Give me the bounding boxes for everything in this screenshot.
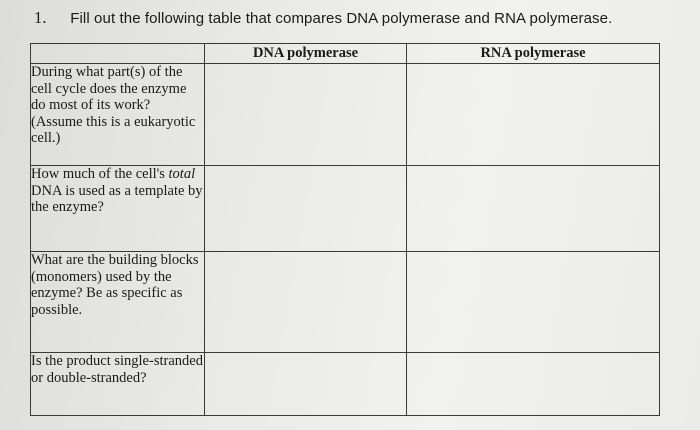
question-prompt: Fill out the following table that compares DNA polymerase and RNA polymerase.: [70, 10, 613, 27]
answer-cell-rna-product-strands[interactable]: [407, 353, 660, 416]
header-row: [31, 44, 660, 64]
row-label-building-blocks: What are the building blocks (monomers) used by the enzyme? Be as specific as possible.: [31, 252, 205, 353]
question-1: [34, 8, 612, 28]
header-corner: [31, 44, 205, 64]
row-label-template: How much of the cell's total DNA is used as a template by the enzyme?: [31, 166, 205, 252]
answer-cell-rna-template[interactable]: [407, 166, 660, 252]
table-row: [31, 64, 660, 166]
answer-cell-dna-product-strands[interactable]: [205, 353, 407, 416]
table-row: [31, 353, 660, 416]
table-row: [31, 252, 660, 353]
answer-cell-dna-building-blocks[interactable]: [205, 252, 407, 353]
comparison-table: [30, 43, 660, 416]
column-header-rna-polymerase: RNA polymerase: [407, 44, 660, 64]
answer-cell-rna-cell-cycle[interactable]: [407, 64, 660, 166]
question-number: 1.: [34, 8, 47, 27]
table-row: [31, 166, 660, 252]
answer-cell-rna-building-blocks[interactable]: [407, 252, 660, 353]
column-header-dna-polymerase: DNA polymerase: [205, 44, 407, 64]
row-label-cell-cycle: During what part(s) of the cell cycle does the enzyme do most of its work? (Assume this is a eukaryotic cell.): [31, 64, 205, 166]
answer-cell-dna-cell-cycle[interactable]: [205, 64, 407, 166]
emphasis-total: total: [168, 166, 196, 182]
answer-cell-dna-template[interactable]: [205, 166, 407, 252]
row-label-product-strands: Is the product single-stranded or double-stranded?: [31, 353, 205, 416]
